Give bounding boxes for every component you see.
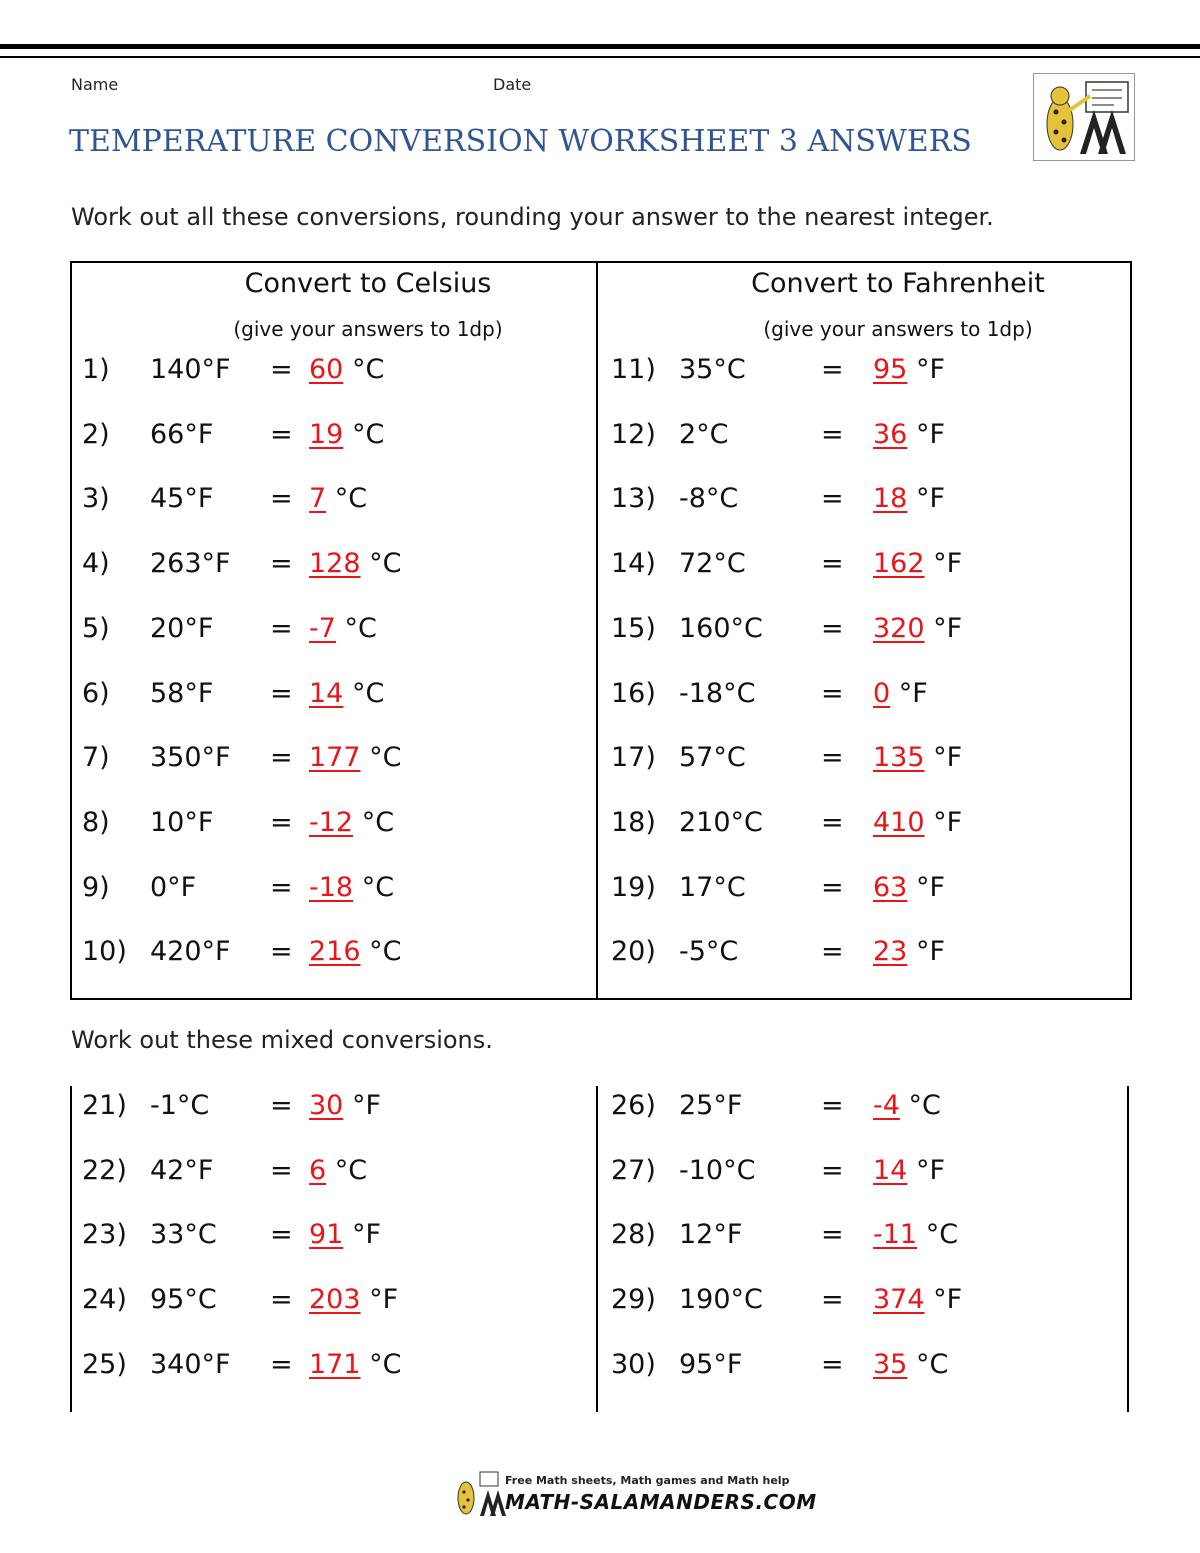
problem-number: 17): [611, 742, 656, 773]
answer-unit: °F: [933, 742, 963, 773]
answer-group: [873, 1155, 945, 1186]
footer-site-wordmark: MATH-SALAMANDERS.COM: [505, 1490, 817, 1514]
answer-value: 91: [309, 1219, 344, 1250]
answer-group: [309, 742, 402, 773]
problem-expression: 140°F: [150, 354, 231, 385]
answer-value: 23: [873, 936, 908, 967]
equals-sign: =: [270, 548, 293, 579]
problem-number: 13): [611, 483, 656, 514]
subheading-right: (give your answers to 1dp): [763, 317, 1033, 341]
answer-value: -11: [873, 1219, 918, 1250]
problem-number: 16): [611, 678, 656, 709]
answer-group: [309, 1155, 367, 1186]
answer-group: [309, 807, 394, 838]
equals-sign: =: [821, 613, 844, 644]
answer-value: 171: [309, 1349, 361, 1380]
answer-unit: °F: [915, 1155, 945, 1186]
problem-number: 23): [82, 1219, 127, 1250]
problem-expression: 340°F: [150, 1349, 231, 1380]
answer-unit: °C: [908, 1090, 941, 1121]
answer-value: 19: [309, 419, 344, 450]
answer-unit: °C: [351, 419, 385, 450]
answer-value: 410: [873, 807, 925, 838]
equals-sign: =: [270, 1155, 293, 1186]
answer-value: 35: [873, 1349, 908, 1380]
answer-group: [309, 1349, 402, 1380]
equals-sign: =: [270, 936, 293, 967]
answer-group: [873, 354, 945, 385]
answer-group: [309, 483, 367, 514]
equals-sign: =: [270, 1090, 293, 1121]
answer-value: 6: [309, 1155, 327, 1186]
answer-value: 128: [309, 548, 361, 579]
answer-unit: °F: [898, 678, 928, 709]
problem-number: 19): [611, 872, 656, 903]
problem-number: 9): [82, 872, 110, 903]
problem-number: 24): [82, 1284, 127, 1315]
date-label: Date: [493, 75, 532, 94]
subheading-left: (give your answers to 1dp): [233, 317, 503, 341]
problem-expression: -5°C: [679, 936, 739, 967]
equals-sign: =: [821, 807, 844, 838]
problem-expression: 17°C: [679, 872, 746, 903]
mixed-section-line-right: [1127, 1086, 1129, 1412]
problem-number: 20): [611, 936, 656, 967]
equals-sign: =: [270, 1284, 293, 1315]
answer-unit: °C: [334, 1155, 368, 1186]
answer-value: 135: [873, 742, 925, 773]
answer-unit: °F: [915, 936, 945, 967]
problem-number: 18): [611, 807, 656, 838]
problem-number: 30): [611, 1349, 656, 1380]
answer-value: -12: [309, 807, 354, 838]
problem-number: 7): [82, 742, 110, 773]
equals-sign: =: [270, 354, 293, 385]
equals-sign: =: [270, 483, 293, 514]
top-rule-thin: [0, 56, 1200, 58]
equals-sign: =: [270, 1349, 293, 1380]
problem-number: 22): [82, 1155, 127, 1186]
answer-group: [873, 936, 945, 967]
answer-value: 320: [873, 613, 925, 644]
problem-expression: 20°F: [150, 613, 214, 644]
answer-unit: °F: [351, 1090, 381, 1121]
answer-group: [309, 872, 394, 903]
equals-sign: =: [821, 936, 844, 967]
problem-expression: -10°C: [679, 1155, 756, 1186]
answer-unit: °C: [925, 1219, 959, 1250]
problem-expression: 2°C: [679, 419, 729, 450]
problem-expression: 420°F: [150, 936, 231, 967]
equals-sign: =: [821, 1219, 844, 1250]
equals-sign: =: [270, 1219, 293, 1250]
answer-unit: °C: [351, 678, 385, 709]
problem-expression: 12°F: [679, 1219, 743, 1250]
answer-value: 374: [873, 1284, 925, 1315]
problem-expression: 10°F: [150, 807, 214, 838]
conversion-table-divider: [596, 261, 598, 1000]
mixed-section-line-left: [70, 1086, 72, 1412]
answer-group: [873, 613, 962, 644]
equals-sign: =: [270, 807, 293, 838]
answer-unit: °C: [361, 807, 395, 838]
equals-sign: =: [821, 678, 844, 709]
answer-value: 216: [309, 936, 361, 967]
answer-group: [309, 613, 377, 644]
answer-unit: °F: [915, 354, 945, 385]
answer-group: [309, 678, 384, 709]
problem-expression: 58°F: [150, 678, 214, 709]
answer-unit: °C: [369, 1349, 402, 1380]
answer-group: [873, 872, 945, 903]
problem-number: 10): [82, 936, 127, 967]
problem-expression: 95°F: [679, 1349, 743, 1380]
problem-number: 21): [82, 1090, 127, 1121]
answer-unit: °C: [344, 613, 377, 644]
answer-unit: °C: [369, 936, 402, 967]
answer-group: [309, 354, 384, 385]
equals-sign: =: [821, 1349, 844, 1380]
answer-group: [309, 1219, 381, 1250]
problem-expression: 160°C: [679, 613, 763, 644]
answer-unit: °F: [933, 807, 963, 838]
answer-value: 0: [873, 678, 891, 709]
instruction-part-2: Work out these mixed conversions.: [71, 1026, 493, 1054]
answer-unit: °C: [351, 354, 385, 385]
problem-expression: -18°C: [679, 678, 756, 709]
answer-value: -18: [309, 872, 354, 903]
problem-expression: 35°C: [679, 354, 746, 385]
answer-value: 7: [309, 483, 327, 514]
mixed-section-line-middle: [596, 1086, 598, 1412]
answer-unit: °C: [334, 483, 368, 514]
answer-group: [873, 419, 945, 450]
problem-expression: 190°C: [679, 1284, 763, 1315]
answer-group: [309, 936, 402, 967]
answer-value: -4: [873, 1090, 900, 1121]
problem-expression: -8°C: [679, 483, 739, 514]
answer-unit: °F: [915, 483, 945, 514]
answer-value: 18: [873, 483, 908, 514]
answer-group: [873, 483, 945, 514]
problem-number: 4): [82, 548, 110, 579]
problem-number: 26): [611, 1090, 656, 1121]
heading-convert-to-fahrenheit: Convert to Fahrenheit: [751, 268, 1045, 299]
problem-number: 15): [611, 613, 656, 644]
problem-number: 28): [611, 1219, 656, 1250]
answer-group: [873, 1090, 941, 1121]
equals-sign: =: [270, 742, 293, 773]
equals-sign: =: [270, 872, 293, 903]
answer-group: [873, 1349, 948, 1380]
answer-group: [309, 1284, 398, 1315]
equals-sign: =: [821, 742, 844, 773]
answer-value: 177: [309, 742, 361, 773]
problem-expression: 72°C: [679, 548, 746, 579]
problem-expression: -1°C: [150, 1090, 210, 1121]
heading-convert-to-celsius: Convert to Celsius: [244, 268, 492, 299]
answer-unit: °C: [369, 742, 402, 773]
answer-unit: °F: [915, 419, 945, 450]
answer-unit: °F: [933, 548, 963, 579]
answer-unit: °C: [915, 1349, 949, 1380]
answer-unit: °F: [915, 872, 945, 903]
answer-value: 63: [873, 872, 908, 903]
answer-group: [309, 419, 384, 450]
problem-number: 14): [611, 548, 656, 579]
answer-group: [873, 1284, 962, 1315]
equals-sign: =: [821, 483, 844, 514]
answer-group: [873, 1219, 958, 1250]
answer-unit: °C: [361, 872, 395, 903]
problem-expression: 25°F: [679, 1090, 743, 1121]
salamander-logo-icon: [1033, 73, 1135, 161]
answer-value: 203: [309, 1284, 361, 1315]
equals-sign: =: [821, 1090, 844, 1121]
problem-number: 2): [82, 419, 110, 450]
name-label: Name: [71, 75, 119, 94]
equals-sign: =: [821, 872, 844, 903]
answer-unit: °F: [933, 1284, 963, 1315]
problem-number: 25): [82, 1349, 127, 1380]
problem-expression: 0°F: [150, 872, 197, 903]
problem-number: 1): [82, 354, 110, 385]
answer-value: 14: [309, 678, 344, 709]
problem-number: 29): [611, 1284, 656, 1315]
answer-unit: °F: [369, 1284, 399, 1315]
problem-number: 5): [82, 613, 110, 644]
answer-group: [873, 548, 962, 579]
answer-group: [309, 548, 402, 579]
answer-value: 14: [873, 1155, 908, 1186]
answer-value: 36: [873, 419, 908, 450]
page-title: TEMPERATURE CONVERSION WORKSHEET 3 ANSWERS: [69, 124, 972, 159]
top-rule-thick: [0, 44, 1200, 49]
problem-number: 8): [82, 807, 110, 838]
problem-expression: 66°F: [150, 419, 214, 450]
equals-sign: =: [821, 419, 844, 450]
answer-value: 162: [873, 548, 925, 579]
equals-sign: =: [821, 1155, 844, 1186]
answer-unit: °F: [933, 613, 963, 644]
problem-expression: 57°C: [679, 742, 746, 773]
answer-unit: °C: [369, 548, 402, 579]
problem-expression: 33°C: [150, 1219, 217, 1250]
instruction-part-1: Work out all these conversions, rounding your answer to the nearest integer.: [71, 203, 994, 231]
equals-sign: =: [821, 548, 844, 579]
answer-value: 60: [309, 354, 344, 385]
equals-sign: =: [270, 678, 293, 709]
problem-number: 3): [82, 483, 110, 514]
problem-expression: 263°F: [150, 548, 231, 579]
problem-number: 12): [611, 419, 656, 450]
problem-expression: 45°F: [150, 483, 214, 514]
answer-value: 95: [873, 354, 908, 385]
answer-group: [873, 742, 962, 773]
footer-tagline: Free Math sheets, Math games and Math help: [505, 1474, 790, 1487]
equals-sign: =: [270, 613, 293, 644]
problem-number: 11): [611, 354, 656, 385]
equals-sign: =: [821, 1284, 844, 1315]
answer-value: -7: [309, 613, 336, 644]
problem-expression: 95°C: [150, 1284, 217, 1315]
problem-expression: 210°C: [679, 807, 763, 838]
equals-sign: =: [270, 419, 293, 450]
problem-number: 6): [82, 678, 110, 709]
problem-expression: 42°F: [150, 1155, 214, 1186]
problem-expression: 350°F: [150, 742, 231, 773]
answer-group: [873, 807, 962, 838]
answer-unit: °F: [351, 1219, 381, 1250]
problem-number: 27): [611, 1155, 656, 1186]
answer-group: [873, 678, 928, 709]
answer-value: 30: [309, 1090, 344, 1121]
equals-sign: =: [821, 354, 844, 385]
answer-group: [309, 1090, 381, 1121]
